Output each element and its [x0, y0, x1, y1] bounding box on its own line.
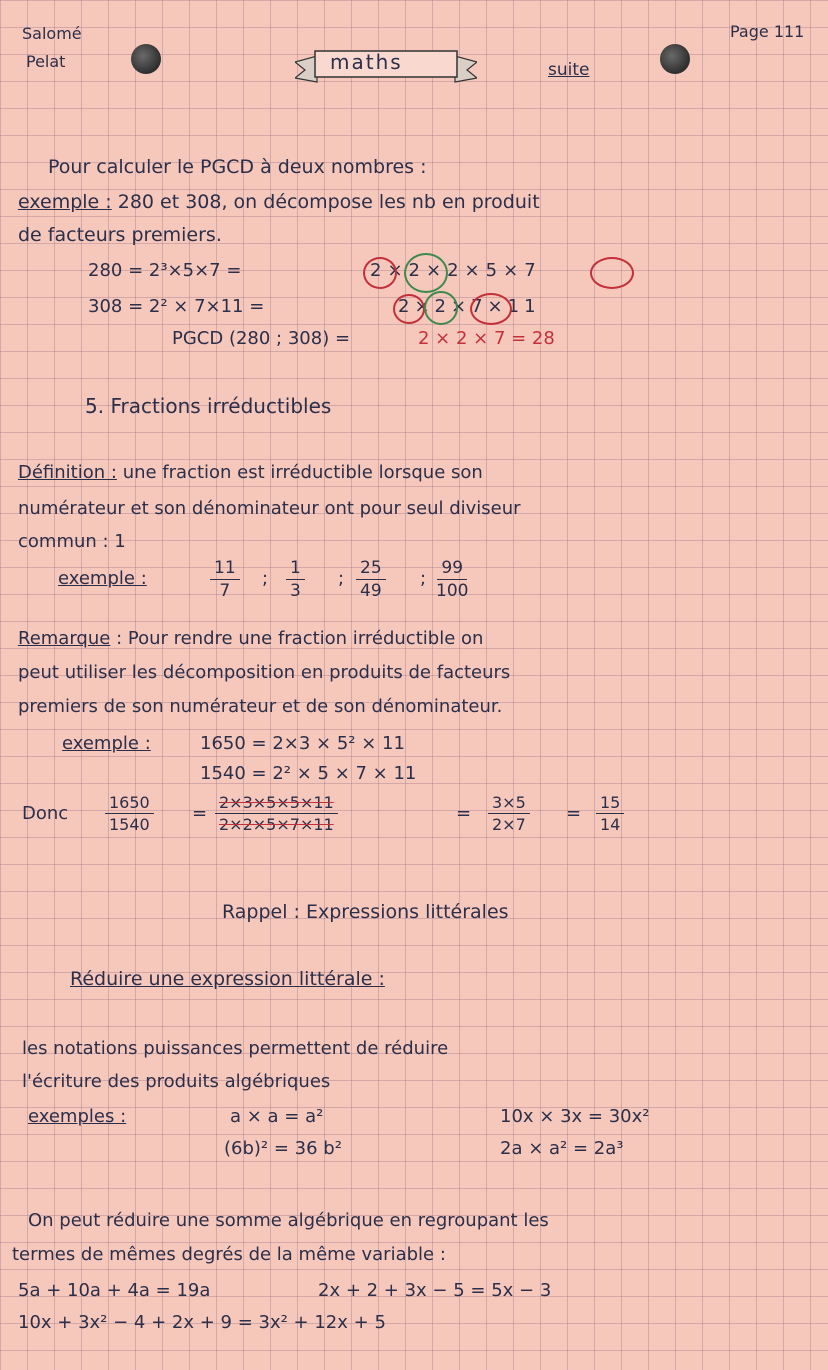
remark-text: : Pour rendre une fraction irréductible on — [116, 628, 484, 649]
factor: × — [464, 260, 486, 281]
separator: ; — [262, 568, 269, 589]
factor: × — [414, 296, 435, 317]
decomp-1650: 1650 = 2×3 × 5² × 11 — [200, 733, 405, 754]
fraction-example — [286, 560, 305, 600]
section-5-title: 5. Fractions irréductibles — [85, 394, 332, 418]
denominator: 3 — [290, 581, 301, 601]
numerator: 2×3×5×5×11 — [215, 795, 338, 814]
circle-red — [590, 257, 634, 289]
fraction-result — [596, 795, 624, 833]
factor: × — [451, 296, 472, 317]
factor: 2 — [370, 260, 388, 281]
separator: ; — [338, 568, 345, 589]
factor: × — [426, 260, 448, 281]
decomp-308-left: 308 = 2² × 7×11 = — [88, 296, 265, 317]
donc-label: Donc — [22, 803, 69, 824]
pgcd-example-label: exemple : — [18, 191, 112, 213]
circle-red — [470, 293, 512, 325]
equals: = — [456, 803, 472, 824]
denominator: 49 — [360, 581, 382, 601]
pgcd-line3: de facteurs premiers. — [18, 224, 222, 246]
sum-example-2: 2x + 2 + 3x − 5 = 5x − 3 — [318, 1280, 552, 1301]
pgcd-result-left: PGCD (280 ; 308) = — [172, 328, 351, 349]
pgcd-example-text: 280 et 308, on décompose les nb en produit — [117, 191, 540, 213]
denominator: 100 — [436, 581, 469, 601]
factor: 11 — [507, 296, 541, 317]
name-first: Salomé — [22, 24, 82, 43]
remark-label: Remarque — [18, 628, 111, 649]
remark-example-label: exemple : — [62, 733, 151, 754]
page-title: maths — [330, 50, 403, 74]
power-example-1: a × a = a² — [230, 1106, 324, 1127]
fraction-simplified — [488, 795, 530, 833]
remark-line3: premiers de son numérateur et de son dénominateur. — [18, 696, 503, 717]
remark-line1 — [18, 630, 483, 648]
fraction-example — [436, 560, 468, 600]
page-subtitle: suite — [548, 60, 590, 80]
denominator: 2×7 — [492, 815, 526, 834]
circle-green — [424, 291, 458, 325]
decomp-280-left: 280 = 2³×5×7 = — [88, 260, 242, 281]
denominator: 1540 — [109, 815, 150, 834]
definition-line3: commun : 1 — [18, 531, 126, 552]
separator: ; — [420, 568, 427, 589]
denominator: 2×2×5×7×11 — [219, 815, 334, 834]
numerator: 15 — [596, 795, 624, 814]
fraction-example — [210, 560, 240, 600]
fraction-decomposed — [215, 795, 338, 833]
circle-red — [363, 257, 397, 289]
equals: = — [566, 803, 582, 824]
sum-line1: On peut réduire une somme algébrique en regroupant les — [28, 1210, 549, 1231]
power-example-2: (6b)² = 36 b² — [224, 1138, 342, 1159]
power-example-3: 10x × 3x = 30x² — [500, 1106, 650, 1127]
pgcd-intro: Pour calculer le PGCD à deux nombres : — [48, 156, 427, 178]
definition-text: une fraction est irréductible lorsque son — [122, 462, 483, 483]
page-number: Page 111 — [730, 22, 805, 41]
binder-hole-right — [660, 44, 690, 74]
binder-hole-left — [131, 44, 161, 74]
decomp-1540: 1540 = 2² × 5 × 7 × 11 — [200, 763, 417, 784]
numerator: 3×5 — [488, 795, 530, 814]
factor: × — [487, 296, 508, 317]
factor: 2 — [408, 260, 426, 281]
rappel-title: Rappel : Expressions littérales — [222, 901, 509, 923]
factor: 7 — [524, 260, 542, 281]
numerator: 25 — [356, 560, 386, 580]
factor: 7 — [471, 296, 488, 317]
powers-line1: les notations puissances permettent de réduire — [22, 1038, 449, 1059]
powers-line2: l'écriture des produits algébriques — [22, 1071, 331, 1092]
name-last: Pelat — [26, 52, 66, 71]
pgcd-result-right: 2 × 2 × 7 = 28 — [418, 328, 555, 349]
factor: 2 — [398, 296, 415, 317]
factor: × — [503, 260, 525, 281]
factor: 2 — [447, 260, 465, 281]
numerator: 11 — [210, 560, 240, 580]
numerator: 1650 — [105, 795, 154, 814]
pgcd-example-line — [18, 193, 540, 212]
factor: × — [387, 260, 409, 281]
fraction-example — [356, 560, 386, 600]
definition-line1 — [18, 464, 483, 482]
denominator: 14 — [600, 815, 621, 834]
numerator: 99 — [437, 560, 467, 580]
definition-label: Définition : — [18, 462, 117, 483]
power-example-4: 2a × a² = 2a³ — [500, 1138, 624, 1159]
fractions-example-label: exemple : — [58, 568, 147, 589]
definition-line2: numérateur et son dénominateur ont pour seul diviseur — [18, 498, 521, 519]
fraction-1650-1540 — [105, 795, 154, 833]
denominator: 7 — [219, 581, 231, 601]
sum-example-3: 10x + 3x² − 4 + 2x + 9 = 3x² + 12x + 5 — [18, 1312, 386, 1333]
circle-green — [404, 253, 448, 293]
numerator: 1 — [286, 560, 305, 580]
powers-example-label: exemples : — [28, 1106, 127, 1127]
rappel-subtitle: Réduire une expression littérale : — [70, 968, 385, 990]
sum-example-1: 5a + 10a + 4a = 19a — [18, 1280, 211, 1301]
factor: 5 — [485, 260, 504, 281]
equals: = — [192, 803, 208, 824]
circle-red — [393, 294, 425, 324]
remark-line2: peut utiliser les décomposition en produits de facteurs — [18, 662, 511, 683]
sum-line2: termes de mêmes degrés de la même variable : — [12, 1244, 446, 1265]
factor: 2 — [434, 296, 451, 317]
